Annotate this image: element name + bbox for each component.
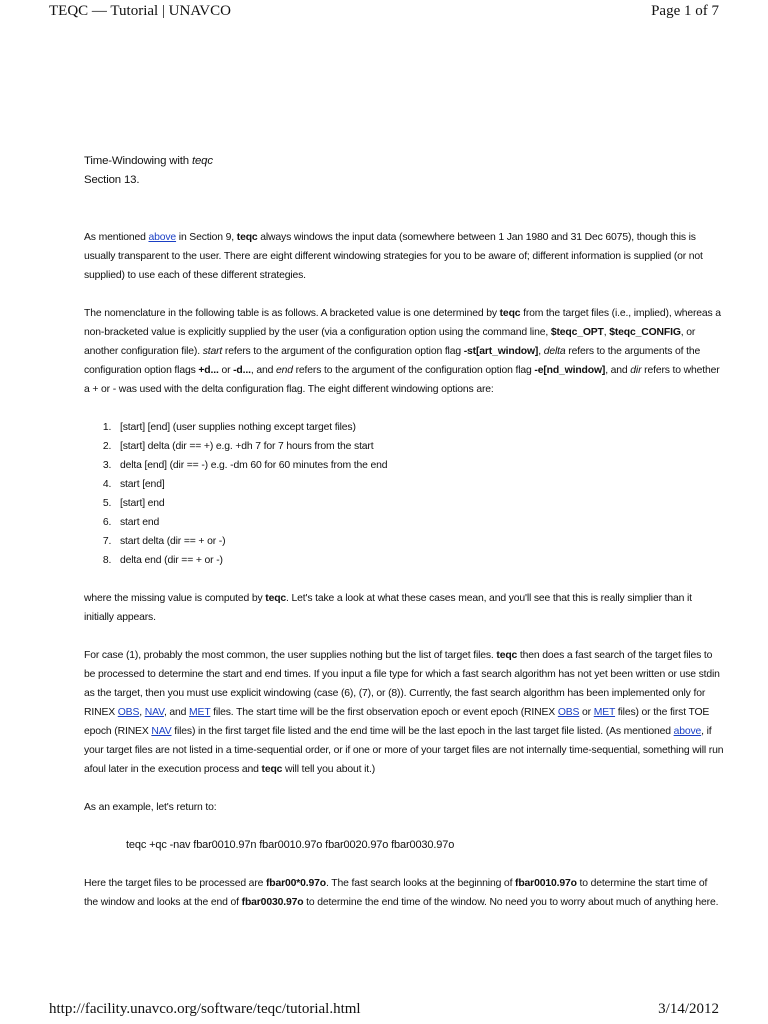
paragraph-intro: As mentioned above in Section 9, teqc always windows the input data (somewhere between 1 Jan 1980 and 31 Dec 6075), though this is usually transparent to the user. There are eight different windowing strategies for you to be aware of; different information is supplied (or not supplied) to use each of these different strategies. [84, 232, 703, 281]
list-item: 1. [start] [end] (user supplies nothing except target files) [114, 418, 724, 437]
list-item: 4. start [end] [114, 475, 724, 494]
paragraph-example-intro: As an example, let's return to: [84, 802, 217, 813]
paragraph-target-files: Here the target files to be processed are fbar00*0.97o. The fast search looks at the beginning of fbar0010.97o to determine the start time of the window and looks at the end of fbar0030.97o to determine the end time of the window. No need you to worry about much of anything here. [84, 878, 719, 908]
list-item: 7. start delta (dir == + or -) [114, 532, 724, 551]
met-link[interactable]: MET [593, 707, 616, 718]
paragraph-case-1: For case (1), probably the most common, the user supplies nothing but the list of target files. teqc then does a fast search of the target files to be processed to determine the start and end times. If you input a file type for which a fast search algorithm has not yet been written or use stdin as the target, then you must use explicit windowing (case (6), (7), or (8)). Currently, the fast search algorithm has been implemented only for RINEX OBS, NAV, and MET files. The start time will be the first observation epoch or event epoch (RINEX OBS or MET files) or the first TOE epoch (RINEX NAV files) in the first target file listed and the end time will be the last epoch in the last target file listed. (As mentioned above, if your target files are not listed in a time-sequential order, or if one or more of your target files are not internally time-sequential, something will run afoul later in the execution process and teqc will tell you about it.) [84, 650, 724, 775]
obs-link[interactable]: OBS [557, 707, 580, 718]
nav-link[interactable]: NAV [151, 726, 172, 737]
heading-line-2: Section 13. [84, 174, 140, 186]
list-item: 8. delta end (dir == + or -) [114, 551, 724, 570]
page-number: Page 1 of 7 [651, 3, 719, 19]
list-item: 6. start end [114, 513, 724, 532]
page-header-title: TEQC — Tutorial | UNAVCO [49, 3, 231, 19]
nav-link[interactable]: NAV [144, 707, 164, 718]
above-link[interactable]: above [673, 726, 702, 737]
list-item: 2. [start] delta (dir == +) e.g. +dh 7 for 7 hours from the start [114, 437, 724, 456]
obs-link[interactable]: OBS [117, 707, 140, 718]
page-footer-date: 3/14/2012 [658, 1001, 719, 1017]
section-heading [84, 152, 724, 190]
paragraph-nomenclature: The nomenclature in the following table is as follows. A bracketed value is one determined by teqc from the target files (i.e., implied), whereas a non-bracketed value is explicitly supplied by the user (via a configuration option using the command line, $teqc_OPT, $teqc_CONFIG, or another configuration file). start refers to the argument of the configuration option flag -st[art_window], delta refers to the arguments of the configuration option flags +d... or -d..., and end refers to the argument of the configuration option flag -e[nd_window], and dir refers to whether a + or - was used with the delta configuration flag. The eight different windowing options are: [84, 308, 721, 395]
heading-line-1: Time-Windowing with teqc [84, 155, 213, 167]
list-item: 5. [start] end [114, 494, 724, 513]
document-body [84, 152, 724, 912]
above-link[interactable]: above [148, 232, 177, 243]
list-item: 3. delta [end] (dir == -) e.g. -dm 60 for 60 minutes from the end [114, 456, 724, 475]
page-footer-url: http://facility.unavco.org/software/teqc/tutorial.html [49, 1001, 361, 1017]
met-link[interactable]: MET [189, 707, 211, 718]
example-command: teqc +qc -nav fbar0010.97n fbar0010.97o fbar0020.97o fbar0030.97o [126, 839, 455, 851]
windowing-options-list [84, 418, 724, 570]
paragraph-missing-value: where the missing value is computed by teqc. Let's take a look at what these cases mean, and you'll see that this is really simplier than it initially appears. [84, 593, 692, 623]
